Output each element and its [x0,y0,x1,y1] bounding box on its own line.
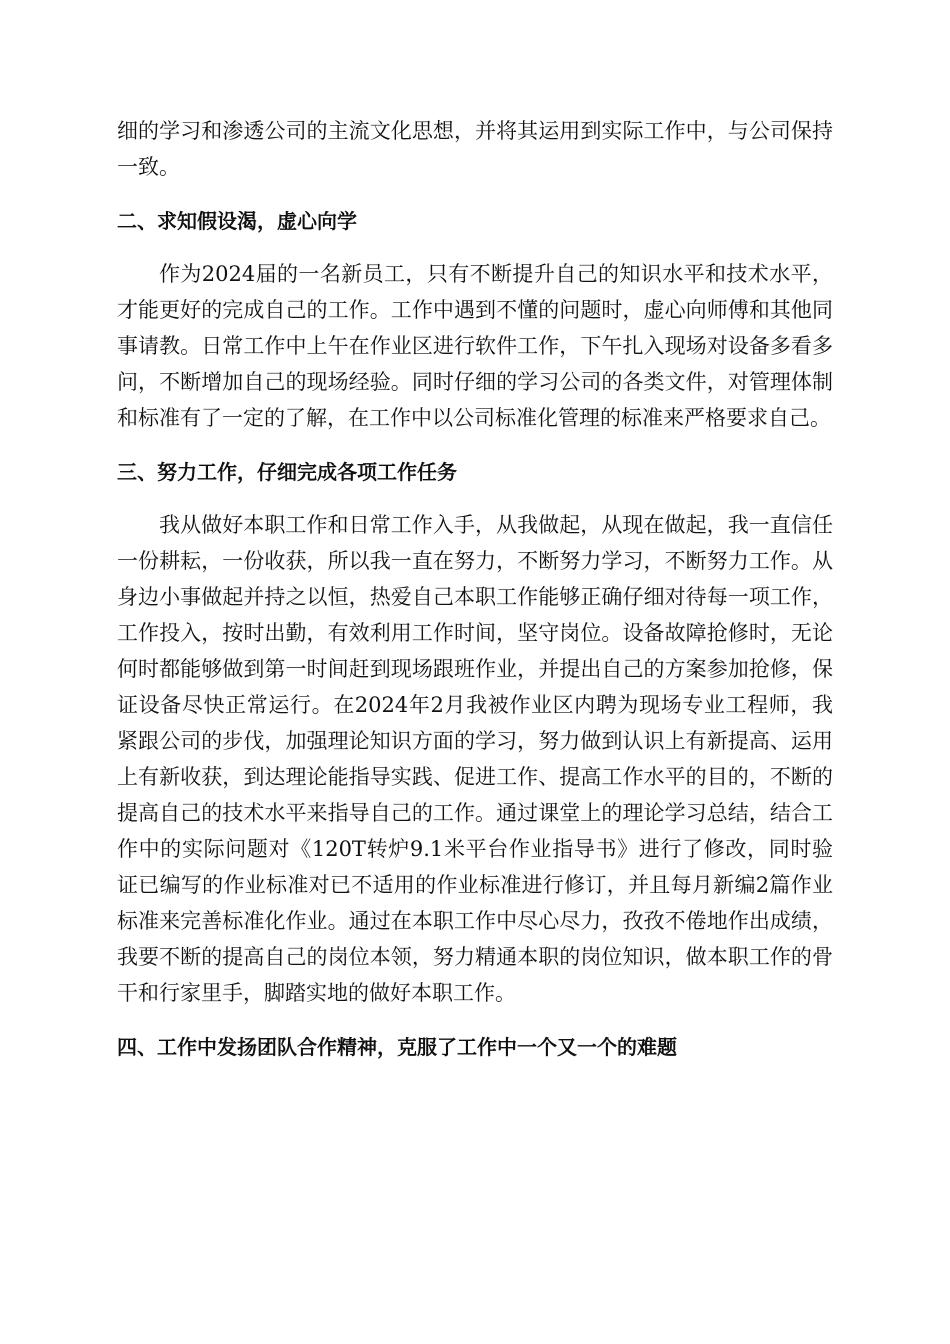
intro-paragraph: 细的学习和渗透公司的主流文化思想，并将其运用到实际工作中，与公司保持一致。 [117,119,833,179]
section-2-heading: 二、求知假设渴，虚心向学 [117,209,357,233]
section-2-paragraph: 作为2024届的一名新员工，只有不断提升自己的知识水平和技术水平，才能更好的完成自己的工作。工作中遇到不懂的问题时，虚心向师傅和其他同事请教。日常工作中上午在作业区进行软件工作，下午扎入现场对设备多看多问，不断增加自己的现场经验。同时仔细的学习公司的各类文件，对管理体制和标准有了一定的了解，在工作中以公司标准化管理的标准来严格要求自己。 [117,262,833,430]
section-3-heading: 三、努力工作，仔细完成各项工作任务 [117,460,457,484]
document-body [117,113,833,1065]
section-4-heading: 四、工作中发扬团队合作精神，克服了工作中一个又一个的难题 [117,1035,677,1059]
section-3-paragraph: 我从做好本职工作和日常工作入手，从我做起，从现在做起，我一直信任一份耕耘，一份收获，所以我一直在努力，不断努力学习，不断努力工作。从身边小事做起并持之以恒，热爱自己本职工作能够正确仔细对待每一项工作，工作投入，按时出勤，有效利用工作时间，坚守岗位。设备故障抢修时，无论何时都能够做到第一时间赶到现场跟班作业，并提出自己的方案参加抢修，保证设备尽快正常运行。在2024年2月我被作业区内聘为现场专业工程师，我紧跟公司的步伐，加强理论知识方面的学习，努力做到认识上有新提高、运用上有新收获，到达理论能指导实践、促进工作、提高工作水平的目的，不断的提高自己的技术水平来指导自己的工作。通过课堂上的理论学习总结，结合工作中的实际问题对《120T转炉9.1米平台作业指导书》进行了修改，同时验证已编写的作业标准对已不适用的作业标准进行修订，并且每月新编2篇作业标准来完善标准化作业。通过在本职工作中尽心尽力，孜孜不倦地作出成绩，我要不断的提高自己的岗位本领，努力精通本职的岗位知识，做本职工作的骨干和行家里手，脚踏实地的做好本职工作。 [117,513,833,1005]
